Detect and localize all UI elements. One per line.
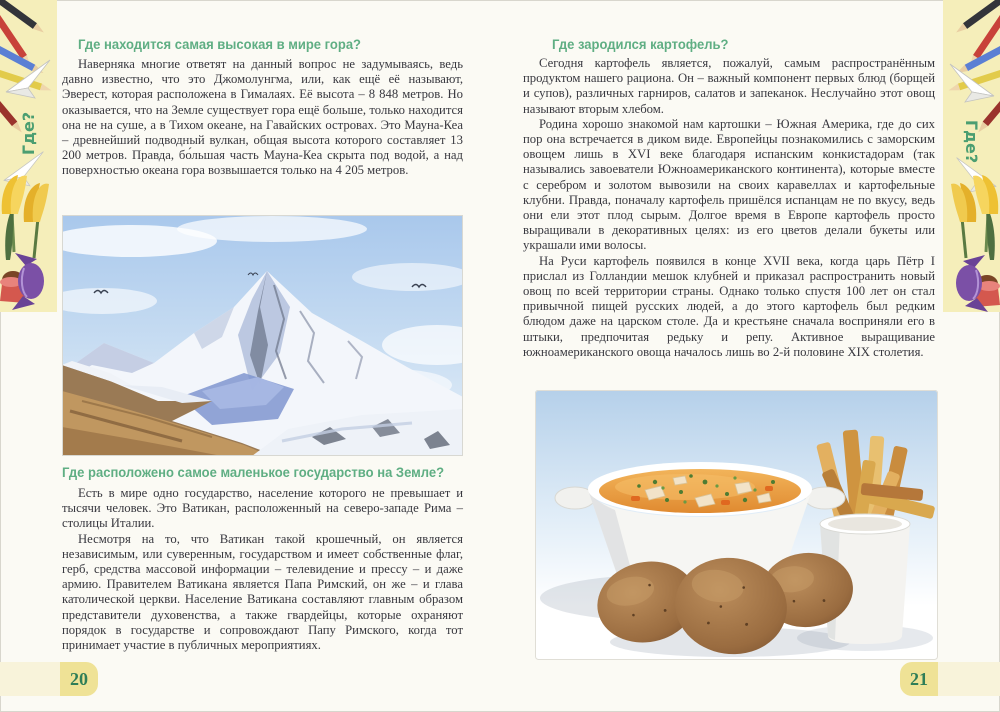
section-tab-label: Где? xyxy=(19,111,38,155)
section-tab-left xyxy=(0,98,57,168)
left-page-section-2-text xyxy=(62,486,463,653)
everest-mountain-illustration xyxy=(62,215,463,456)
page-number-left: 20 xyxy=(60,662,98,696)
paragraph: Наверняка многие ответят на данный вопрос не задумываясь, ведь давно известно, что это Джомолунгма, или, как ещё её называют, Эверест, которая расположена в Гималаях. Её высота – 8 848 метров. Но оказывается, что на Земле существует гора ещё больше, только находится она не на суше, а в Тихом океане, на Гавайских островах. Это Мауна-Кеа – древнейший подводный вулкан, общая высота которого составляет 13 200 метров. Правда, бо́льшая часть Мауна-Кеа скрыта под водой, а над поверхностью океана гора возвышается только на 4 205 метров. xyxy=(62,57,463,178)
left-page-section-1-text xyxy=(62,57,463,179)
paragraph: Несмотря на то, что Ватикан такой крошечный, он является независимым, или суверенным, государством и имеет собственные флаг, герб, средства массовой информации – телевидение и прессу – и даже армию. Правителем Ватикана является Папа Римский, он же – и глава католической церкви. Население Ватикана составляют главным образом представители духовенства, а также гвардейцы, которые охраняют порядок в государстве и сопровождают Папу Римского, когда тот принимает участие в публичных мероприятиях. xyxy=(62,531,463,653)
potato-dishes-illustration xyxy=(535,390,938,660)
right-page-heading-1: Где зародился картофель? xyxy=(552,36,729,52)
paper-airplane-icon xyxy=(950,64,994,102)
page-number-strip-left xyxy=(0,662,60,696)
paragraph: На Руси картофель появился в конце XVII века, когда царь Пётр I прислал из Голландии мешок клубней и приказал распространить новый овощ по всей территории страны. Однако только спустя 100 лет он стал привычной пищей русских людей, а до этого картофель был редким блюдом даже на царском столе. Да и крестьяне сначала восприняли его в штыки, предпочитая редьку и репу. Активное выращивание южноамериканского овоща началось лишь во 2-й половине XIX столетия. xyxy=(523,253,935,359)
left-page-heading-1: Где находится самая высокая в мире гора? xyxy=(78,36,362,52)
page-number-right: 21 xyxy=(900,662,938,696)
paragraph: Сегодня картофель является, пожалуй, самым распространённым продуктом нашего рациона. Он – важный компонент первых блюд (борщей и супов), различных гарниров, салатов и запеканок. Неслучайно этот овощ называют вторым хлебом. xyxy=(523,56,935,116)
section-tab-label: Где? xyxy=(962,119,981,163)
right-page-section-1-text xyxy=(523,56,935,360)
paragraph: Родина хорошо знакомой нам картошки – Южная Америка, где до сих пор она встречается в диком виде. Европейцы познакомились с заморским овощем лишь в XVI веке благодаря испанским конкистадорам (так назывались завоеватели Южноамериканского континента), которые вместе с серебром и золотом вывозили на своих каравеллах и картофельные клубни. Правда, поначалу картофель пришёлся испанцам не по вкусу, ведь они ели этот плод сырым. Долгое время в Европе картофель просто выращивали в декоративных целях: из его цветов делали букеты или украшали ими волосы. xyxy=(523,116,935,253)
tulips-and-candies-icon xyxy=(951,175,1000,312)
page-number-strip-right xyxy=(938,662,1000,696)
paragraph: Есть в мире одно государство, население которого не превышает и тысячи человек. Это Ватикан, расположенный на северо-западе Рима – столицы Италии. xyxy=(62,486,463,531)
section-tab-right xyxy=(943,106,1000,176)
tulips-and-candies-icon xyxy=(0,175,49,310)
left-page-heading-2: Где расположено самое маленькое государство на Земле? xyxy=(62,464,445,480)
